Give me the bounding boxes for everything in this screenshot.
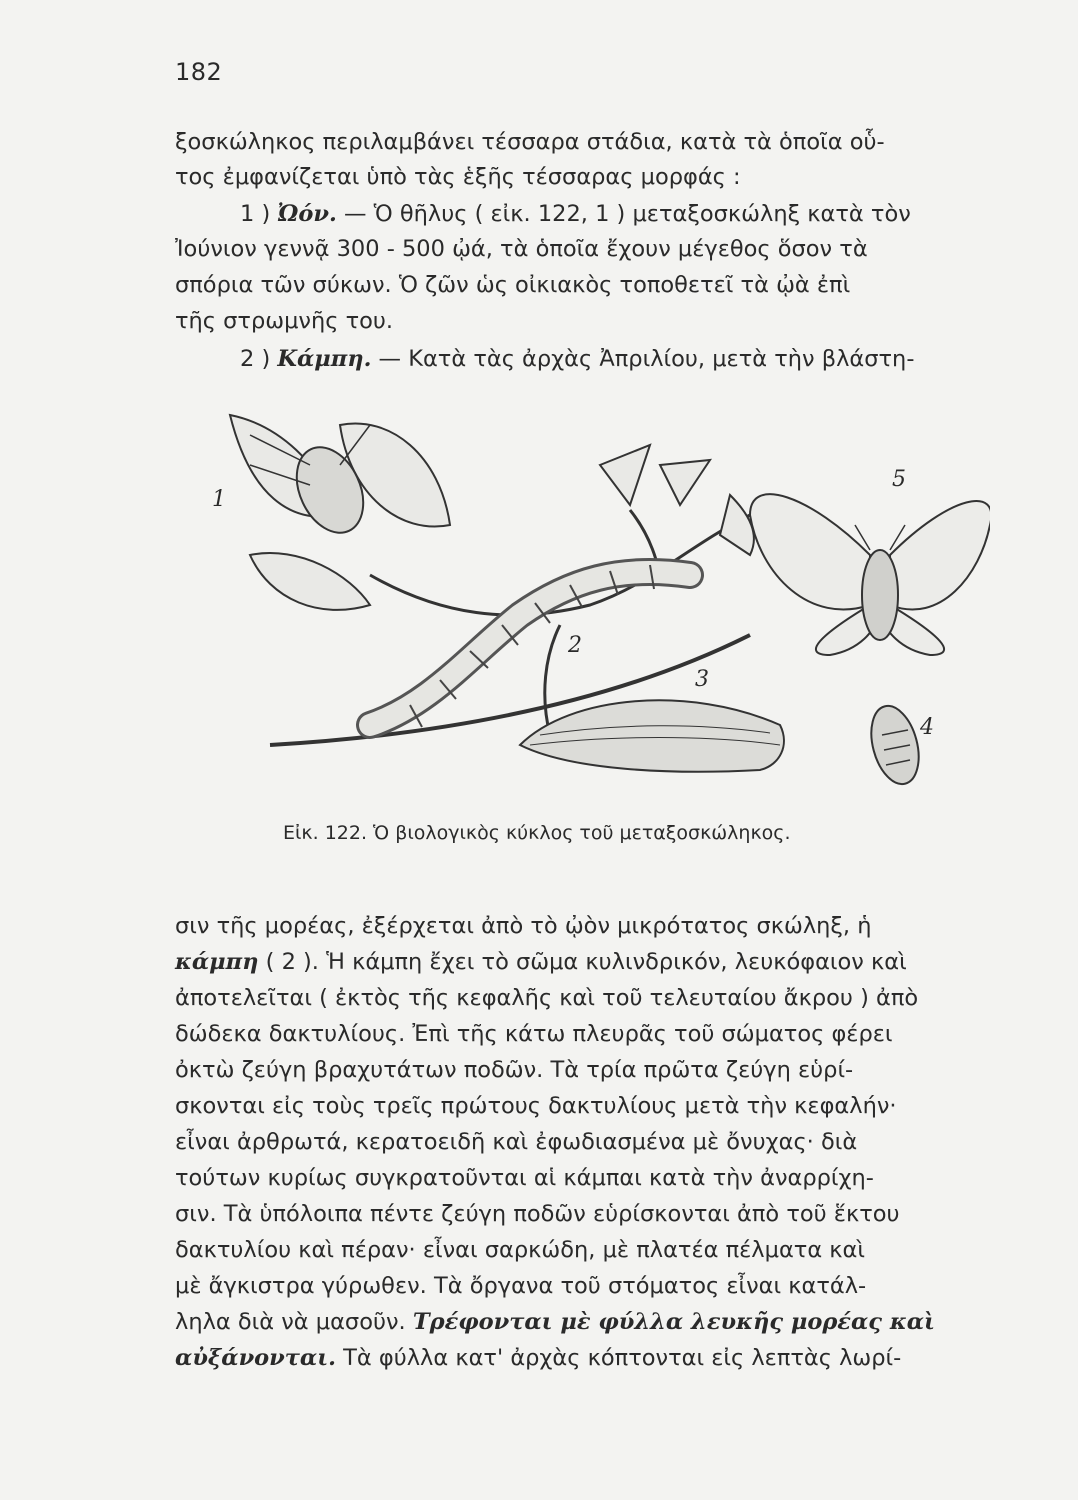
item-number: 1 ) — [240, 201, 271, 227]
italic-phrase: Τρέφονται μὲ φύλλα λευκῆς μορέας καὶ — [412, 1309, 935, 1335]
illustration-drawing — [190, 405, 990, 825]
item-number: 2 ) — [240, 346, 271, 372]
item-1-line — [240, 198, 911, 230]
text-line: σκονται εἰς τοὺς τρεῖς πρώτους δακτυλίους μετὰ τὴν κεφαλήν· — [175, 1093, 897, 1119]
text-line: σιν. Τὰ ὑπόλοιπα πέντε ζεύγη ποδῶν εὑρίσκονται ἀπὸ τοῦ ἕκτου — [175, 1201, 900, 1227]
item-heading: Κάμπη. — [277, 346, 372, 372]
text-line: τος ἐμφανίζεται ὑπὸ τὰς ἑξῆς τέσσαρας μορφάς : — [175, 164, 741, 190]
text-line: σιν τῆς μορέας, ἐξέρχεται ἀπὸ τὸ ᾠὸν μικρότατος σκώληξ, ἡ — [175, 913, 872, 939]
text-line: ξοσκώληκος περιλαμβάνει τέσσαρα στάδια, κατὰ τὰ ὁποῖα οὗ- — [175, 129, 885, 155]
text-line: σπόρια τῶν σύκων. Ὁ ζῶν ὡς οἰκιακὸς τοποθετεῖ τὰ ᾠὰ ἐπὶ — [175, 272, 851, 298]
text-line: τῆς στρωμνῆς του. — [175, 308, 394, 334]
figure-label-4: 4 — [920, 715, 934, 740]
figure-label-3: 3 — [695, 667, 709, 692]
text-line: εἶναι ἀρθρωτά, κερατοειδῆ καὶ ἐφωδιασμένα μὲ ὄνυχας· διὰ — [175, 1129, 858, 1155]
item-text: — Ὁ θῆλυς ( εἰκ. 122, 1 ) μεταξοσκώληξ κατὰ τὸν — [336, 201, 911, 227]
text-line — [175, 1342, 901, 1374]
item-heading: Ὠόν. — [277, 201, 337, 227]
text-span: ληλα διὰ νὰ μασοῦν. — [175, 1309, 413, 1335]
text-line — [175, 1306, 935, 1338]
italic-phrase: αὐξάνονται. — [175, 1345, 336, 1371]
text-line: μὲ ἄγκιστρα γύρωθεν. Τὰ ὄργανα τοῦ στόματος εἶναι κατάλ- — [175, 1273, 867, 1299]
text-line: δακτυλίου καὶ πέραν· εἶναι σαρκώδη, μὲ πλατέα πέλματα καὶ — [175, 1237, 866, 1263]
item-text: — Κατὰ τὰς ἀρχὰς Ἀπριλίου, μετὰ τὴν βλάστη- — [371, 346, 915, 372]
figure-caption: Εἰκ. 122. Ὁ βιολογικὸς κύκλος τοῦ μεταξοσκώληκος. — [283, 822, 791, 844]
text-line — [175, 946, 907, 978]
item-2-line — [240, 343, 914, 375]
text-line: δώδεκα δακτυλίους. Ἐπὶ τῆς κάτω πλευρᾶς τοῦ σώματος φέρει — [175, 1021, 893, 1047]
text-line: ὀκτὼ ζεύγη βραχυτάτων ποδῶν. Τὰ τρία πρῶτα ζεύγη εὑρί- — [175, 1057, 854, 1083]
italic-term: κάμπη — [175, 949, 259, 975]
silkworm-lifecycle-illustration — [190, 405, 990, 825]
figure-label-2: 2 — [568, 633, 582, 658]
figure-label-1: 1 — [212, 487, 226, 512]
text-line: ἀποτελεῖται ( ἐκτὸς τῆς κεφαλῆς καὶ τοῦ τελευταίου ἄκρου ) ἀπὸ — [175, 985, 919, 1011]
text-span: ( 2 ). Ἡ κάμπη ἔχει τὸ σῶμα κυλινδρικόν, λευκόφαιον καὶ — [258, 949, 907, 975]
page-number: 182 — [175, 58, 223, 86]
text-span: Τὰ φύλλα κατ' ἀρχὰς κόπτονται εἰς λεπτὰς λωρί- — [335, 1345, 902, 1371]
figure-label-5: 5 — [892, 467, 906, 492]
text-line: Ἰούνιον γεννᾷ 300 - 500 ᾠά, τὰ ὁποῖα ἔχουν μέγεθος ὅσον τὰ — [175, 236, 868, 262]
text-line: τούτων κυρίως συγκρατοῦνται αἱ κάμπαι κατὰ τὴν ἀναρρίχη- — [175, 1165, 874, 1191]
